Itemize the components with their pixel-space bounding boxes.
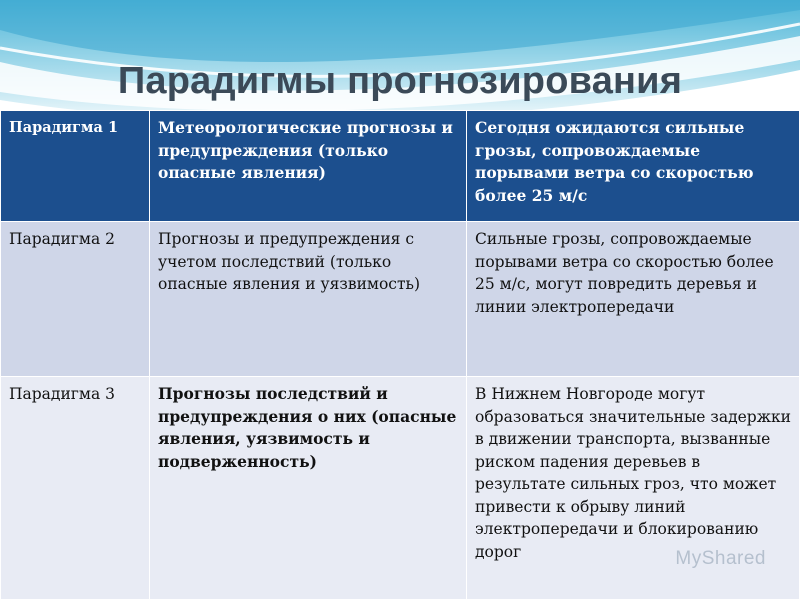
slide-title: Парадигмы прогнозирования <box>117 60 683 102</box>
paradigms-table <box>0 110 800 600</box>
watermark-logo: MyShared <box>675 548 766 569</box>
paradigm-example: В Нижнем Новгороде могут образоваться значительные задержки в движении транспорта, вызванные риском падения деревьев в результате сильных гроз, что может привести к обрыву линий электропередачи и блокированию дорог <box>467 377 800 600</box>
table-row <box>1 222 800 377</box>
paradigm-description: Прогнозы и предупреждения с учетом последствий (только опасные явления и уязвимость) <box>150 222 467 377</box>
paradigm-example: Сильные грозы, сопровождаемые порывами ветра со скоростью более 25 м/с, могут повредить деревья и линии электропередачи <box>467 222 800 377</box>
paradigm-label: Парадигма 1 <box>1 111 150 222</box>
table-row <box>1 111 800 222</box>
paradigm-description: Метеорологические прогнозы и предупреждения (только опасные явления) <box>150 111 467 222</box>
paradigm-example: Сегодня ожидаются сильные грозы, сопровождаемые порывами ветра со скоростью более 25 м/с <box>467 111 800 222</box>
paradigm-description: Прогнозы последствий и предупреждения о них (опасные явления, уязвимость и подверженность) <box>150 377 467 600</box>
paradigm-label: Парадигма 2 <box>1 222 150 377</box>
paradigm-label: Парадигма 3 <box>1 377 150 600</box>
